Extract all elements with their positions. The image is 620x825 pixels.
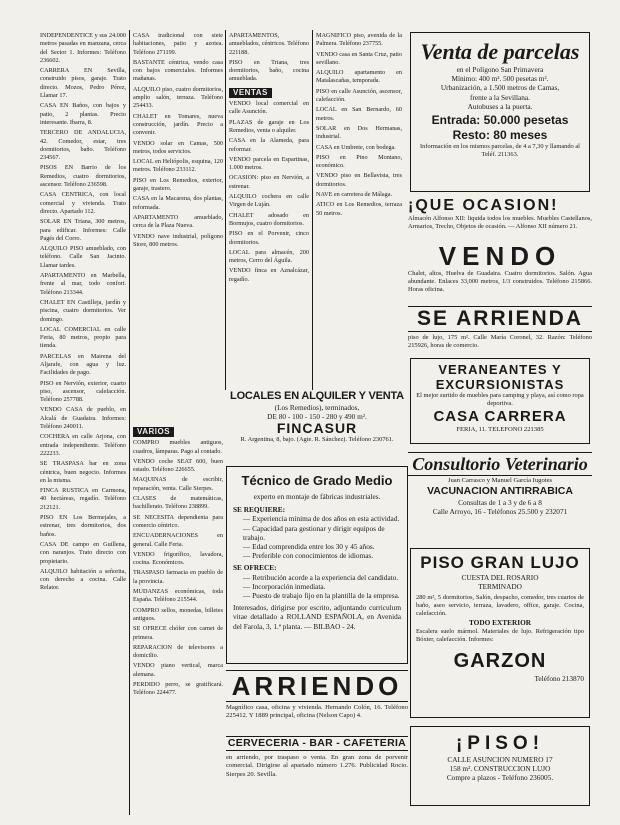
ad-piso-lujo-text: 280 m², 5 dormitorios, Salón, despacho, comedor, tres cuartos de baño, aseo servicio, terraza, lavadero, office, garaje. Cocina, calefacción.: [416, 594, 584, 618]
classified-ad: VENDO piano vertical, marca alemana.: [133, 662, 223, 678]
classified-ad: VENDO local comercial en calle Asunción.: [229, 100, 309, 116]
classified-column-2-top: [133, 32, 223, 417]
ad-veraneantes: [410, 358, 590, 444]
ad-vendo-text: Chalet, altos, Huelva de Guadaira. Cuatro dormitorios. Salón. Agua abundante. Enlaces 33,000 metros, 1/3 construidos. Teléfono 215866. Horas oficina.: [408, 270, 592, 293]
classified-ad: VENDO nave industrial, polígono Store, 800 metros.: [133, 232, 223, 248]
ad-veterinario-address: Calle Arroyo, 16 - Teléfonos 25.500 y 232071: [432, 507, 568, 517]
classified-ad: REPARACION de televisores a domicilio.: [133, 643, 223, 660]
classified-ad: TERCERO DE ANDALUCIA, 42. Comedor, estar, tres dormitorios, baño. Teléfono 234567.: [40, 129, 126, 162]
classified-ad: PISO en el Porvenir, cinco dormitorios.: [229, 230, 309, 246]
ad-ocasion-title: ¡QUE OCASION!: [408, 197, 559, 214]
ad-piso-lujo-sub1: CUESTA DEL ROSARIO: [461, 573, 539, 582]
ad-ocasion-text: Almacén Alfonso XII: liquida todos los muebles. Muebles Castellanos, Armarios, Trecho, Objetos de ocasión. — Alfonso XII número 21.: [408, 215, 592, 230]
ad-arriendo-text: Magnífico casa, oficina y vivienda. Hernando Colón, 16. Teléfono 225412. Y 1889 principal, oficina (Nelson Capo) 4.: [226, 704, 408, 720]
classified-ad: ENCUADERNACIONES en general. Calle Feria.: [133, 532, 223, 548]
ad-veterinario-hours: Consultas de 1 a 3 y de 6 a 8: [458, 498, 542, 507]
ad-piso-lujo-phone: Teléfono 213870: [534, 673, 584, 683]
classified-ad: PISO en Triana, tres dormitorios, baño, cocina amueblada.: [229, 58, 309, 83]
ad-cerveceria-title: CERVECERIA - BAR - CAFETERIA: [227, 737, 407, 749]
ad-piso-final-text1: CALLE ASUNCION NUMERO 17: [447, 755, 553, 764]
classified-ad: COMPRO muebles antiguos, cuadros, lámparas. Pago al contado.: [133, 439, 223, 455]
ad-parcelas-line: Urbanización, a 1.500 metros de Camas,: [440, 83, 560, 93]
classified-ad: PERDIDO perro, se gratificará. Teléfono 224477.: [133, 681, 223, 697]
classified-ad: VENDO parcela en Espartinas, 1.000 metros.: [229, 155, 309, 172]
offer-item: — Puesto de trabajo fijo en la plantilla de la empresa.: [243, 591, 401, 600]
offer-item: — Retribución acorde a la experiencia del candidato.: [243, 573, 401, 582]
ad-tecnico-contact: Interesados, dirigirse por escrito, adjuntando curriculum vitae detallado a ROLLAND ESPAÑOLA, en Avenida del Farola, 3, 1.ª planta. — BILBAO - 24.: [233, 603, 401, 631]
classified-column-1: [40, 32, 126, 812]
classified-ad: FINCA RUSTICA en Carmona, 40 hectáreas, regadío. Teléfono 212121.: [40, 487, 126, 511]
ad-veterinario-names: Juan Carrasco y Manuel García Iugotes: [447, 477, 553, 484]
classified-ad: PISO en Nervión, exterior, cuarto piso, ascensor, calefacción. Teléfono 257788.: [40, 379, 126, 404]
ad-arrienda-text: piso de lujo, 175 m². Calle María Coronel, 32. Razón: Teléfono 215926, horas de comercio.: [408, 334, 592, 349]
classified-ad: SOLAR en Dos Hermanas, industrial.: [316, 124, 402, 141]
ad-piso-lujo-sub2: TERMINADO: [478, 582, 522, 592]
ad-piso-final-text2: 158 m². CONSTRUCCION LUJO: [449, 764, 551, 774]
classified-ad: ALQUILO PISO amueblado, con teléfono. Calle San Jacinto. Llamar tardes.: [40, 245, 126, 269]
classified-ad: VENDO piso en Bellavista, tres dormitorios.: [316, 172, 402, 188]
classified-ad: INDEPENDENTICE y sus 24.000 metros pasadas en manzana, cerca del Sector 1. Informes: Teléfono 236602.: [40, 32, 126, 64]
column-divider: [129, 30, 130, 815]
requirement-item: — Edad comprendida entre los 30 y 45 años.: [243, 542, 401, 551]
classified-ad: ALQUILO piso, cuatro dormitorios, amplio salón, terraza. Teléfono 254433.: [133, 85, 223, 110]
classified-ad: MAGNIFICO piso, avenida de la Palmera. Teléfono 237755.: [316, 32, 402, 48]
classified-ad: SE TRASPASA bar en zona céntrica, buen negocio. Informes en la misma.: [40, 460, 126, 484]
ad-veraneantes-title-1: VERANEANTES Y: [438, 362, 562, 377]
ad-piso-gran-lujo: [410, 548, 590, 718]
classified-ad: PLAZAS de garaje en Los Remedios, venta o alquiler.: [229, 118, 309, 134]
classified-ad: CHALET adosado en Bormujos, cuatro dormitorios.: [229, 211, 309, 227]
classified-ad: APARTAMENTO amueblado, cerca de la Plaza Nueva.: [133, 213, 223, 230]
ad-parcelas-line: Autobuses a la puerta.: [467, 101, 533, 111]
classified-column-2-bottom: [133, 425, 223, 813]
classified-ad: LOCAL COMERCIAL en calle Feria, 80 metros, propio para tienda.: [40, 325, 126, 350]
classified-ad: PISO en calle Asunción, ascensor, calefacción.: [316, 87, 402, 104]
ad-tecnico-title: Técnico de Grado Medio: [241, 473, 393, 488]
ad-parcelas-line: en el Polígono San Primavera: [456, 65, 544, 74]
classified-ad: VENDO casa en Santa Cruz, patio sevillano.: [316, 50, 402, 66]
section-tag-varios: VARIOS: [133, 427, 174, 437]
ad-piso-lujo-extra: TODO EXTERIOR: [468, 618, 532, 628]
classified-ad: SE NECESITA dependienta para comercio céntrico.: [133, 513, 223, 529]
ad-veraneantes-address: FERIA, 11. TELEFONO 221385: [456, 426, 544, 433]
classified-ad: CASA en Umbrete, con bodega.: [316, 143, 396, 151]
ad-parcelas-title: Venta de parcelas: [420, 39, 580, 64]
ad-arriendo: [226, 670, 408, 730]
classified-ad: VENDO CASA de pueblo, en Alcalá de Guadaira. Informes: Teléfono 240011.: [40, 406, 126, 431]
classified-ad: CASA CENTRICA, con local comercial y vivienda. Trato directo. Apartado 112.: [40, 191, 126, 215]
ad-tecnico-offer-label: SE OFRECE:: [233, 563, 277, 573]
classified-ad: CLASES de matemáticas, bachillerato. Teléfono 238899.: [133, 495, 223, 511]
classified-ad: CHALET en Tomares, nueva construcción, jardín. Precio a convenir.: [133, 112, 223, 137]
classified-ad: NAVE en carretera de Málaga.: [316, 191, 392, 199]
classified-ad: CHALET EN Castilleja, jardín y piscina, cuatro dormitorios. Ver domingo.: [40, 298, 126, 323]
ad-locales-title: LOCALES EN ALQUILER Y VENTA: [230, 390, 404, 402]
classified-ad: LOCAL en San Bernardo, 60 metros.: [316, 106, 402, 122]
classified-ad: PARCELAS en Mairena del Aljarafe, con agua y luz. Facilidades de pago.: [40, 352, 126, 377]
classified-ad: VENDO finca en Aznalcázar, regadío.: [229, 267, 309, 283]
classified-ad: APARTAMENTOS, amueblados, céntricos. Teléfono 221188.: [229, 32, 309, 56]
ad-tecnico: [226, 466, 408, 664]
classified-ad: TRASPASO farmacia en pueblo de la provincia.: [133, 569, 223, 585]
classified-ad: OCASION: piso en Nervión, a estrenar.: [229, 174, 309, 190]
ad-tecnico-req-label: SE REQUIERE:: [233, 505, 286, 515]
classified-ad: PISOS EN Barrio de los Remedios, cuatro dormitorios, ascensor. Teléfono 236598.: [40, 164, 126, 189]
offer-item: — Incorporación inmediata.: [243, 582, 401, 591]
classified-ad: PISO en Pino Montano, económico.: [316, 153, 402, 170]
ad-arriendo-title: ARRIENDO: [226, 670, 408, 702]
ad-veraneantes-brand: CASA CARRERA: [433, 408, 567, 425]
classified-ad: SOLAR EN Triana, 300 metros, para edificar. Informes: Calle Pagés del Corro.: [40, 218, 126, 242]
ad-locales-address: R. Argentina, 8, bajo. (Agte. R. Sánchez). Teléfono 230761.: [240, 436, 394, 444]
classified-column-3: [229, 32, 309, 387]
classified-ad: VENDO coche SEAT 600, buen estado. Teléfono 226655.: [133, 457, 223, 474]
classified-ad: CASA EN Baños, con bajos y patio, 2 plantas. Precio interesante. Ibarra, 8.: [40, 102, 126, 126]
classified-ad: ATICO en Los Remedios, terraza 50 metros.: [316, 201, 402, 217]
ad-veterinario-subtitle: VACUNACION ANTIRRABICA: [427, 485, 573, 497]
classified-ad: ALQUILO apartamento en Matalascañas, temporada.: [316, 69, 402, 85]
ad-veraneantes-text: El mejor surtido de muebles para camping y playa, así como ropa deportiva.: [416, 392, 584, 407]
classified-ad: APARTAMENTO en Marbella, frente al mar, todo confort. Teléfono 213344.: [40, 272, 126, 296]
ad-venta-parcelas: [410, 32, 590, 192]
classified-ad: COMPRO sellos, monedas, billetes antiguos.: [133, 606, 223, 622]
requirement-item: — Preferible con conocimientos de idiomas.: [243, 551, 401, 560]
ad-parcelas-info: Información en los mismos parcelas, de 4 a 7,30 y llamando al Teléf. 211363.: [420, 143, 580, 159]
ad-piso-asuncion: [410, 726, 590, 806]
requirement-item: — Experiencia mínima de dos años en esta actividad.: [243, 514, 401, 523]
column-divider: [225, 30, 226, 390]
classified-ad: ALQUILO cochera en calle Virgen de Luján.: [229, 193, 309, 209]
ad-piso-final-title: ¡PISO!: [455, 733, 545, 754]
classified-ad: CASA en la Macarena, dos plantas, reformada.: [133, 195, 223, 211]
ad-parcelas-line: Mínimo: 400 m². 500 pesetas m².: [451, 74, 549, 84]
ad-locales-brand: FINCASUR: [276, 420, 358, 437]
ad-piso-final-text3: Compre a plazos - Teléfono 236005.: [446, 773, 554, 783]
ad-piso-lujo-details: Escalera suelo mármol. Materiales de lujo. Refrigeración tipo Bóxter, calefacción. Informes:: [416, 627, 584, 643]
ad-arrienda-title: SE ARRIENDA: [408, 306, 592, 332]
classified-ad: CARRERA EN Sevilla, construido pisos, garaje. Trato directo. Mozos, Pedro Pérez, Llamar 17.: [40, 67, 126, 100]
section-tag-ventas: VENTAS: [229, 88, 272, 98]
ad-piso-lujo-brand: GARZON: [453, 649, 547, 672]
ad-tecnico-req-list: [233, 514, 401, 560]
ad-que-ocasion: [408, 196, 592, 240]
classified-ad: PISO en Los Remedios, exterior, garaje, trastero.: [133, 176, 223, 193]
classified-ad: VENDO solar en Camas, 500 metros, todos servicios.: [133, 139, 223, 155]
ad-vendo: [408, 242, 592, 304]
classified-ad: CASA en la Alameda, para reformar.: [229, 137, 309, 153]
ad-parcelas-line: frente a la Sevillana.: [470, 92, 530, 102]
column-divider: [312, 30, 313, 390]
ad-parcelas-resto: Resto: 80 meses: [452, 128, 548, 143]
ad-vendo-title: VENDO: [438, 242, 562, 271]
ad-locales-sub: (Los Remedios), terminados,: [274, 403, 360, 412]
classified-ad: LOCAL para almacén, 200 metros, Cerro del Águila.: [229, 248, 309, 265]
classified-ad: MAQUINAS de escribir, reparación, venta. Calle Sierpes.: [133, 476, 223, 492]
classified-column-4: [316, 32, 402, 387]
classified-ad: COCHERA en calle Arjona, con entrada independiente. Teléfono 222233.: [40, 433, 126, 457]
classified-ad: LOCAL en Heliópolis, esquina, 120 metros. Teléfono 233112.: [133, 158, 223, 174]
ad-consultorio-veterinario: [408, 452, 592, 544]
ad-tecnico-intro: experto en montaje de fábricas industriales.: [253, 492, 381, 501]
ad-locales: [226, 390, 408, 452]
requirement-item: — Capacidad para gestionar y dirigir equipos de trabajo.: [243, 524, 401, 542]
classified-ad: CASA tradicional con siete habitaciones, patio y azotea. Teléfono 271199.: [133, 32, 223, 56]
ad-veraneantes-title-2: EXCURSIONISTAS: [435, 377, 565, 392]
classified-ad: CASA DE campo en Guillena, con naranjos. Trato directo con propietario.: [40, 540, 126, 565]
classified-ad: ALQUILO habitación a señorita, con derecho a cocina. Calle Relator.: [40, 567, 126, 592]
ad-cerveceria-text: en arriendo, por traspaso o venta. En gran zona de porvenir comercial. Dirigirse al apartado número 1.276. Publicidad Rocio. Sierpes 20. Sevilla.: [226, 754, 408, 778]
ad-locales-sizes: DE 80 - 100 - 150 - 280 y 490 m².: [267, 412, 367, 422]
classified-ad: SE OFRECE chófer con carnet de primera.: [133, 625, 223, 641]
classified-ad: PISO EN Los Bermejales, a estrenar, tres dormitorios, dos baños.: [40, 514, 126, 538]
ad-piso-lujo-title: PISO GRAN LUJO: [420, 553, 580, 572]
ad-se-arrienda: [408, 306, 592, 354]
classified-ad: BASTANTE céntrica, vendo casa con bajos comerciales. Informes mañanas.: [133, 58, 223, 83]
classified-ad: VENDO frigorífico, lavadora, cocina. Económicos.: [133, 550, 223, 567]
classified-ad: MUDANZAS económicas, toda España. Teléfono 215544.: [133, 588, 223, 604]
ad-cerveceria: [226, 736, 408, 806]
ad-tecnico-offer-list: [233, 573, 401, 601]
ad-veterinario-title: Consultorio Veterinario: [408, 452, 592, 476]
ad-parcelas-entrada: Entrada: 50.000 pesetas: [431, 113, 569, 128]
